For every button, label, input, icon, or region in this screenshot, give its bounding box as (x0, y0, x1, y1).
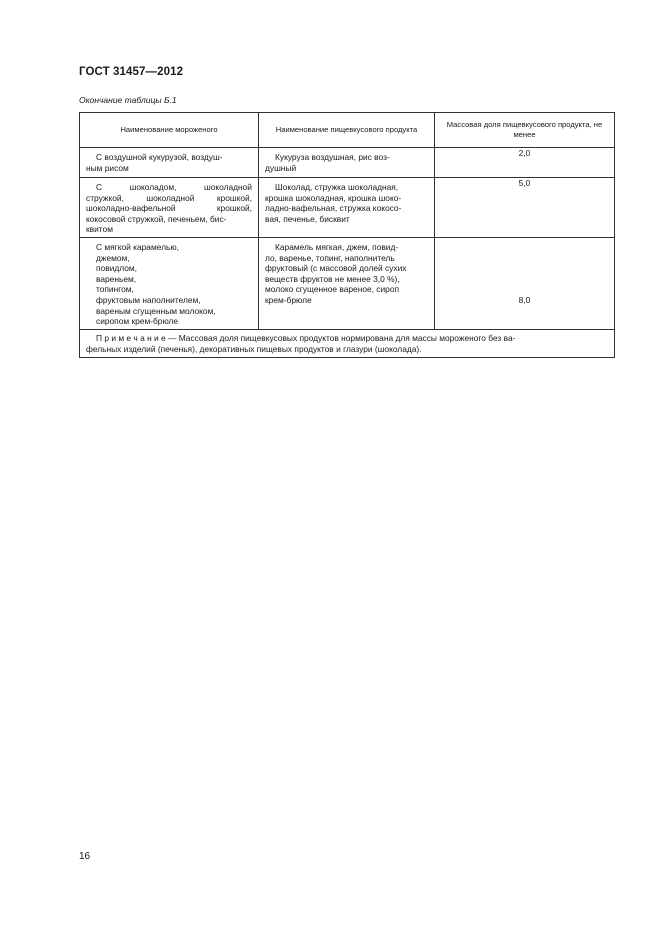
ice-cream-line: фруктовым наполнителем, (96, 294, 201, 305)
fraction-value: 8,0 (518, 295, 531, 305)
ingredient-line: Карамель мягкая, джем, повид- (275, 242, 399, 252)
ice-cream-cell (80, 148, 259, 178)
ingredient-line: крем-брюле (265, 294, 312, 305)
column-header-ice-cream: Наименование мороженого (80, 113, 259, 148)
ingredient-line: Кукуруза воздушная, рис воз- (275, 152, 390, 162)
ingredient-line: веществ фруктов не менее 3,0 %), (265, 273, 400, 284)
ingredient-line: душный (265, 162, 297, 173)
note-row (80, 330, 615, 358)
note-cell (80, 330, 615, 358)
note-line (86, 333, 608, 344)
ingredient-line: ло, варенье, топинг, наполнитель (265, 252, 395, 263)
fraction-value: 5,0 (518, 178, 531, 188)
table-caption: Окончание таблицы Б.1 (79, 95, 177, 105)
column-header-fraction-text: Массовая доля пищевкусового продукта, не менее (446, 120, 603, 139)
ice-cream-line: шоколадно-вафельной крошкой, (86, 203, 252, 214)
ice-cream-line: С мягкой карамелью, (96, 242, 179, 252)
ingredient-line: Шоколад, стружка шоколадная, (275, 182, 399, 192)
fraction-cell (435, 238, 615, 330)
ingredient-line: вая, печенье, бисквит (265, 213, 350, 224)
page-number: 16 (79, 851, 91, 862)
ice-cream-line: джемом, (96, 252, 130, 263)
ice-cream-line: С воздушной кукурузой, воздуш- (96, 152, 223, 162)
ice-cream-line: вареным сгущенным молоком, (96, 305, 216, 316)
ice-cream-line: повидлом, (96, 263, 137, 274)
fraction-cell (435, 178, 615, 238)
ingredient-line: ладно-вафельная, стружка кокосо- (265, 203, 402, 214)
note-line-2: фельных изделий (печенья), декоративных пищевых продуктов и глазури (шоколада). (86, 343, 422, 354)
ice-cream-line: стружкой, шоколадной крошкой, (86, 192, 252, 203)
ingredient-line: крошка шоколадная, крошка шоко- (265, 192, 402, 203)
fraction-cell (435, 148, 615, 178)
ice-cream-cell (80, 178, 259, 238)
ingredient-cell (259, 178, 435, 238)
ingredient-line: фруктовый (с массовой долей сухих (265, 263, 407, 274)
table-header-row (80, 113, 615, 148)
table-row (80, 148, 615, 178)
ice-cream-line: С шоколадом, шоколадной (96, 182, 252, 192)
ice-cream-line: кокосовой стружкой, печеньем, бис- (86, 213, 227, 224)
note-text: — Массовая доля пищевкусовых продуктов нормирована для массы мороженого без ва- (165, 333, 516, 343)
ice-cream-line: ным рисом (86, 162, 129, 173)
table-row (80, 238, 615, 330)
document-header: ГОСТ 31457—2012 (79, 66, 184, 78)
ice-cream-line: квитом (86, 224, 113, 235)
ingredient-cell (259, 238, 435, 330)
ice-cream-line: топингом, (96, 284, 134, 295)
note-label: П р и м е ч а н и е (96, 333, 166, 343)
ingredient-line: молоко сгущенное вареное, сироп (265, 284, 400, 295)
ice-cream-line: сиропом крем-брюле (96, 316, 179, 327)
ice-cream-line: вареньем, (96, 273, 137, 284)
ice-cream-cell (80, 238, 259, 330)
ingredients-table (79, 112, 615, 358)
ingredient-cell (259, 148, 435, 178)
column-header-fraction (435, 113, 615, 148)
table-row (80, 178, 615, 238)
column-header-ingredient: Наименование пищевкусового продукта (259, 113, 435, 148)
fraction-value: 2,0 (518, 148, 531, 158)
